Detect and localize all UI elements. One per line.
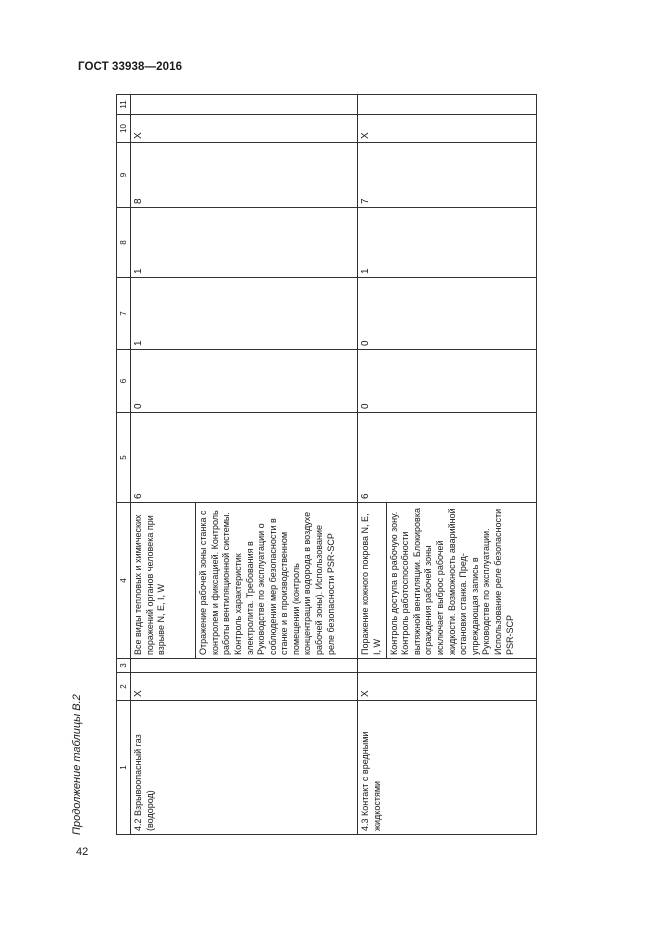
measures-cell: Отражение рабочей зоны станка с контролем и фиксацией. Контроль работы вентиляционной системы. Контроль характеристик электролита. Требования в Руководстве по эксплуатации о соблюдении мер безопасности в станке и в производственном помещении (контроль концентрации водорода в воздухе рабочей зоны). Использование реле безопасности PSR-SCP bbox=[196, 503, 358, 659]
rotated-table-block bbox=[71, 95, 537, 835]
col8-cell: 1 bbox=[131, 208, 358, 278]
col9-cell: 7 bbox=[358, 143, 537, 208]
col2-cell: X bbox=[131, 673, 358, 701]
col-header-5: 5 bbox=[117, 413, 131, 503]
col-header-3: 3 bbox=[117, 659, 131, 673]
table-caption: Продолжение таблицы В.2 bbox=[71, 694, 83, 835]
col-header-1: 1 bbox=[117, 701, 131, 835]
col-header-11: 11 bbox=[117, 95, 131, 115]
effect-cell: Поражение кожного покрова N, E, I, W bbox=[358, 503, 386, 659]
col11-cell bbox=[131, 95, 358, 115]
col10-cell: X bbox=[358, 115, 537, 143]
col5-cell: 6 bbox=[358, 413, 537, 503]
hazard-cell: 4.3 Контакт с вредными жидкостями bbox=[358, 701, 537, 835]
col11-cell bbox=[358, 95, 537, 115]
table-row bbox=[131, 95, 196, 835]
measures-cell: Контроль доступа в рабочую зону. Контроль работоспособности вытяжной вентиляции. Блокировка ограждения рабочей зоны исключает выброс рабочей жидкости. Возможность аварийной остановки станка. Предупреждающая запись в Руководстве по эксплуатации. Использование реле безопасности PSR-SCP bbox=[386, 503, 536, 659]
col10-cell: X bbox=[131, 115, 358, 143]
col-header-6: 6 bbox=[117, 350, 131, 413]
col5-cell: 6 bbox=[131, 413, 358, 503]
col3-cell bbox=[358, 659, 537, 673]
effect-cell: Все виды тепловых и химических поражений органов человека при взрыве N, E, I, W bbox=[131, 503, 196, 659]
col-header-2: 2 bbox=[117, 673, 131, 701]
col9-cell: 8 bbox=[131, 143, 358, 208]
col-header-8: 8 bbox=[117, 208, 131, 278]
col3-cell bbox=[131, 659, 358, 673]
col8-cell: 1 bbox=[358, 208, 537, 278]
hazard-cell: 4.2 Взрывоопасный газ (водород) bbox=[131, 701, 358, 835]
col-header-10: 10 bbox=[117, 115, 131, 143]
col-header-7: 7 bbox=[117, 278, 131, 350]
page-number: 42 bbox=[76, 846, 89, 858]
document-header: ГОСТ 33938—2016 bbox=[78, 61, 183, 73]
col-header-9: 9 bbox=[117, 143, 131, 208]
col2-cell: X bbox=[358, 673, 537, 701]
hazard-table bbox=[116, 94, 537, 835]
column-number-row bbox=[117, 95, 131, 835]
table-row bbox=[358, 95, 386, 835]
col7-cell: 0 bbox=[358, 278, 537, 350]
col6-cell: 0 bbox=[131, 350, 358, 413]
col6-cell: 0 bbox=[358, 350, 537, 413]
col7-cell: 1 bbox=[131, 278, 358, 350]
col-header-4: 4 bbox=[117, 503, 131, 659]
